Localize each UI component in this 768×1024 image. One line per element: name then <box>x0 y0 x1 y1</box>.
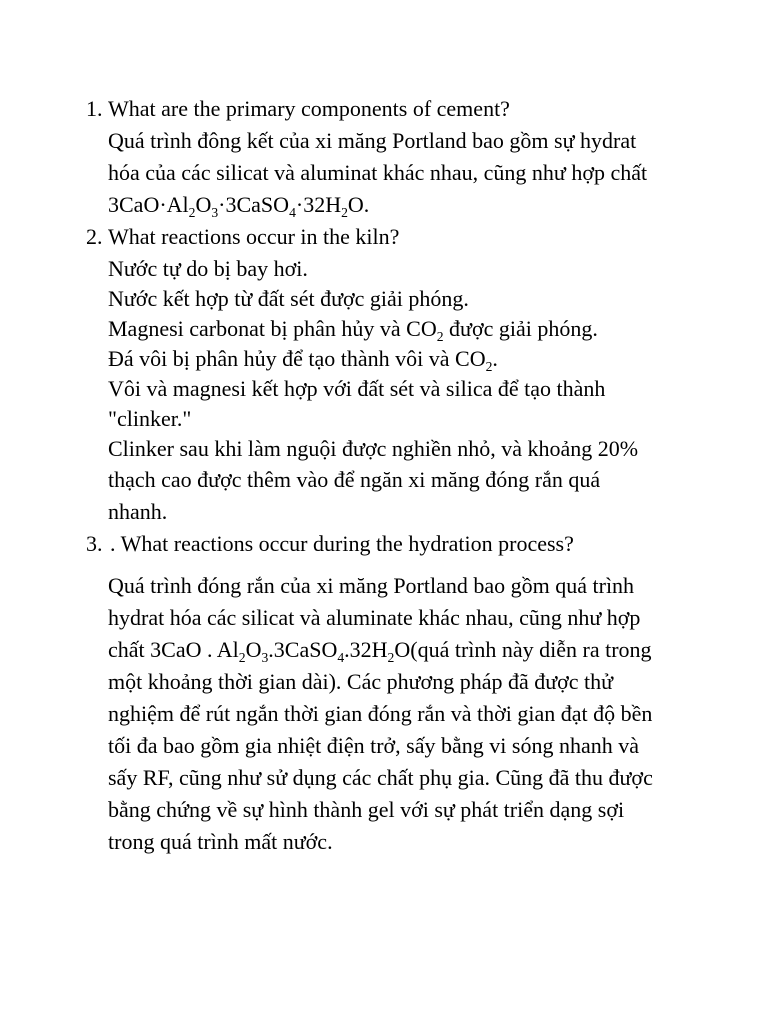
answer-2-line-9: nhanh. <box>108 499 168 524</box>
answer-3-line-1: Quá trình đóng rắn của xi măng Portland bao gồm quá trình <box>108 573 635 598</box>
answer-3-line-6: tối đa bao gồm gia nhiệt điện trở, sấy bằng vi sóng nhanh và <box>108 733 639 758</box>
answer-2-line-8: thạch cao được thêm vào để ngăn xi măng đóng rắn quá <box>108 467 601 492</box>
question-text: . What reactions occur during the hydration process? <box>110 531 574 556</box>
question-number: 3. <box>86 531 103 556</box>
answer-2-line-4: Đá vôi bị phân hủy để tạo thành vôi và $CO_2$. <box>108 346 498 374</box>
answer-3-line-3: chất 3CaO . $Al_2O_3.3CaSO_4.32H_2O(quá$ trình này diễn ra trong <box>108 637 652 665</box>
answer-3-line-4: một khoảng thời gian dài). Các phương pháp đã được thử <box>108 669 614 694</box>
answer-3-line-8: bằng chứng về sự hình thành gel với sự phát triển dạng sợi <box>108 797 625 822</box>
question-text: What are the primary components of cement? <box>108 96 510 121</box>
answer-2-line-1: Nước tự do bị bay hơi. <box>108 256 308 281</box>
answer-3-line-2: hydrat hóa các silicat và aluminate khác nhau, cũng như hợp <box>108 605 641 630</box>
answer-2-line-5: Vôi và magnesi kết hợp với đất sét và silica để tạo thành <box>108 376 606 401</box>
answer-3-line-5: nghiệm để rút ngắn thời gian đóng rắn và thời gian đạt độ bền <box>108 701 653 726</box>
question-number: 2. <box>86 224 103 249</box>
answer-3-line-7: sấy RF, cũng như sử dụng các chất phụ gia. Cũng đã thu được <box>108 765 653 790</box>
question-text: What reactions occur in the kiln? <box>108 224 400 249</box>
answer-2-line-2: Nước kết hợp từ đất sét được giải phóng. <box>108 286 469 311</box>
answer-1-formula: $3CaO\cdot Al_2O_3\cdot 3CaSO_4\cdot 32H_2O$. <box>108 192 370 220</box>
answer-1-line-1: Quá trình đông kết của xi măng Portland bao gồm sự hydrat <box>108 128 637 153</box>
answer-1-line-2: hóa của các silicat và aluminat khác nhau, cũng như hợp chất <box>108 160 648 185</box>
answer-2-line-6: "clinker." <box>108 406 192 431</box>
question-number: 1. <box>86 96 103 121</box>
answer-2-line-7: Clinker sau khi làm nguội được nghiền nhỏ, và khoảng 20% <box>108 436 639 461</box>
answer-3-line-9: trong quá trình mất nước. <box>108 829 333 854</box>
answer-2-line-3: Magnesi carbonat bị phân hủy và $CO_2$ được giải phóng. <box>108 316 598 344</box>
